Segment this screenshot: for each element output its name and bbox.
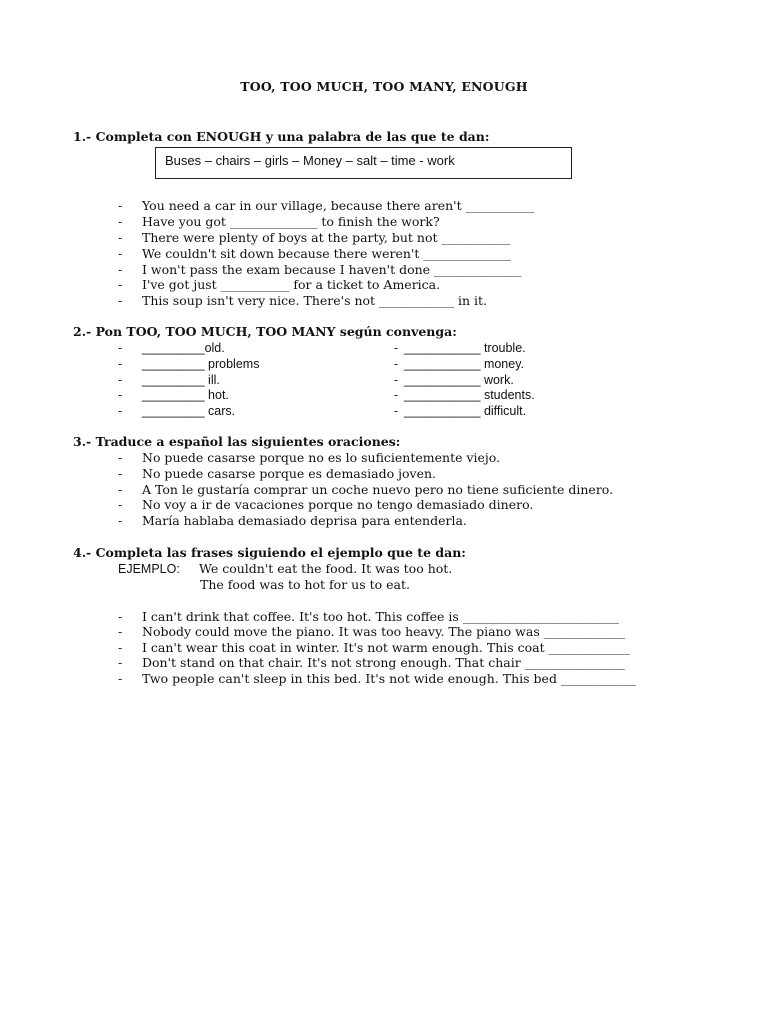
fill-blank-right: ___________ trouble.	[404, 341, 526, 355]
bullet-dash: -	[394, 356, 399, 371]
fill-blank-left: _________old.	[142, 341, 225, 355]
exercise-sentence: We couldn't sit down because there weren't ______________	[142, 246, 511, 261]
fill-blank-left: _________ ill.	[142, 373, 220, 387]
exercise-sentence: This soup isn't very nice. There's not ____________ in it.	[142, 293, 488, 308]
translation-sentence: María hablaba demasiado deprisa para entenderla.	[142, 513, 467, 528]
bullet-dash: -	[118, 293, 123, 308]
exercise-sentence: I can't drink that coffee. It's too hot. This coffee is _________________________	[142, 609, 620, 624]
word-bank-box: Buses – chairs – girls – Money – salt – time - work	[155, 147, 572, 179]
exercise-sentence: There were plenty of boys at the party, but not ___________	[142, 230, 511, 245]
bullet-dash: -	[118, 624, 123, 639]
exercise-sentence: Nobody could move the piano. It was too heavy. The piano was _____________	[142, 624, 625, 639]
bullet-dash: -	[118, 198, 123, 213]
exercise-sentence: Have you got ______________ to finish the work?	[142, 214, 440, 229]
fill-blank-right: ___________ students.	[404, 388, 535, 402]
bullet-dash: -	[394, 340, 399, 355]
fill-blank-right: ___________ difficult.	[404, 404, 527, 418]
exercise-sentence: I won't pass the exam because I haven't done ______________	[142, 262, 522, 277]
bullet-dash: -	[118, 387, 123, 402]
example-label: EJEMPLO:	[118, 562, 180, 576]
fill-blank-right: ___________ money.	[404, 357, 525, 371]
exercise-sentence: You need a car in our village, because there aren't ___________	[142, 198, 535, 213]
bullet-dash: -	[394, 372, 399, 387]
example-sentence: We couldn't eat the food. It was too hot.	[199, 561, 453, 576]
bullet-dash: -	[118, 671, 123, 686]
bullet-dash: -	[118, 246, 123, 261]
exercise-sentence: I can't wear this coat in winter. It's not warm enough. This coat _____________	[142, 640, 630, 655]
translation-sentence: No puede casarse porque es demasiado joven.	[142, 466, 437, 481]
bullet-dash: -	[118, 230, 123, 245]
bullet-dash: -	[118, 372, 123, 387]
section1-heading: 1.- Completa con ENOUGH y una palabra de las que te dan:	[73, 129, 490, 144]
page-title: TOO, TOO MUCH, TOO MANY, ENOUGH	[240, 79, 528, 94]
fill-blank-left: _________ cars.	[142, 404, 236, 418]
example-answer: The food was to hot for us to eat.	[200, 577, 410, 592]
bullet-dash: -	[118, 356, 123, 371]
bullet-dash: -	[394, 387, 399, 402]
bullet-dash: -	[118, 513, 123, 528]
section4-heading: 4.- Completa las frases siguiendo el ejemplo que te dan:	[73, 545, 466, 560]
exercise-sentence: I've got just ___________ for a ticket to America.	[142, 277, 441, 292]
bullet-dash: -	[118, 277, 123, 292]
exercise-sentence: Don't stand on that chair. It's not strong enough. That chair ________________	[142, 655, 625, 670]
bullet-dash: -	[118, 340, 123, 355]
exercise-sentence: Two people can't sleep in this bed. It's not wide enough. This bed ____________	[142, 671, 636, 686]
translation-sentence: A Ton le gustaría comprar un coche nuevo pero no tiene suficiente dinero.	[142, 482, 614, 497]
bullet-dash: -	[394, 403, 399, 418]
translation-sentence: No puede casarse porque no es lo suficientemente viejo.	[142, 450, 501, 465]
bullet-dash: -	[118, 482, 123, 497]
bullet-dash: -	[118, 655, 123, 670]
bullet-dash: -	[118, 403, 123, 418]
bullet-dash: -	[118, 640, 123, 655]
bullet-dash: -	[118, 450, 123, 465]
fill-blank-left: _________ hot.	[142, 388, 229, 402]
section2-heading: 2.- Pon TOO, TOO MUCH, TOO MANY según convenga:	[73, 324, 457, 339]
bullet-dash: -	[118, 214, 123, 229]
translation-sentence: No voy a ir de vacaciones porque no tengo demasiado dinero.	[142, 497, 534, 512]
bullet-dash: -	[118, 497, 123, 512]
bullet-dash: -	[118, 609, 123, 624]
bullet-dash: -	[118, 262, 123, 277]
fill-blank-right: ___________ work.	[404, 373, 514, 387]
bullet-dash: -	[118, 466, 123, 481]
fill-blank-left: _________ problems	[142, 357, 260, 371]
section3-heading: 3.- Traduce a español las siguientes oraciones:	[73, 434, 401, 449]
